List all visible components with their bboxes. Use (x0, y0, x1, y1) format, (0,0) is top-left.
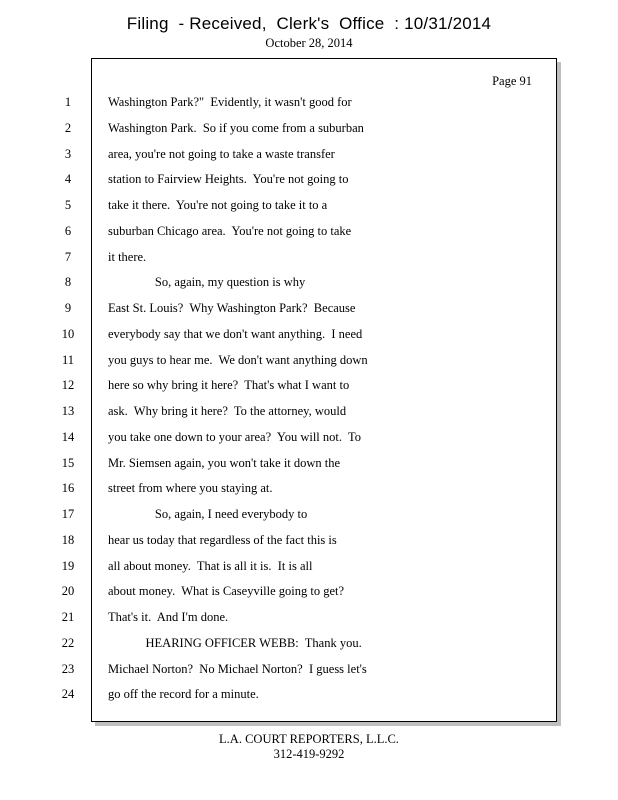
line-number: 22 (61, 636, 75, 650)
line-number: 14 (61, 430, 75, 444)
transcript-line: all about money. That is all it is. It is all (108, 559, 313, 573)
line-number: 2 (64, 121, 72, 135)
line-number: 18 (61, 533, 75, 547)
page-number: Page 91 (492, 74, 532, 88)
transcript-line: you take one down to your area? You will not. To (108, 430, 362, 444)
line-number: 19 (61, 559, 75, 573)
transcript-line: here so why bring it here? That's what I want to (108, 378, 350, 392)
line-number: 24 (61, 687, 75, 701)
line-number: 23 (61, 662, 75, 676)
transcript-line: Washington Park. So if you come from a suburban (108, 121, 364, 135)
transcript-line: HEARING OFFICER WEBB: Thank you. (108, 636, 362, 650)
transcript-line: hear us today that regardless of the fact this is (108, 533, 337, 547)
line-number: 12 (61, 378, 75, 392)
transcript-line: That's it. And I'm done. (108, 610, 229, 624)
footer-company: L.A. COURT REPORTERS, L.L.C. (219, 732, 399, 746)
footer-phone: 312-419-9292 (273, 747, 345, 761)
transcript-line: area, you're not going to take a waste transfer (108, 147, 335, 161)
transcript-line: So, again, my question is why (108, 275, 306, 289)
transcript-line: So, again, I need everybody to (108, 507, 308, 521)
transcript-line: street from where you staying at. (108, 481, 273, 495)
line-number: 20 (61, 584, 75, 598)
line-number: 7 (64, 250, 72, 264)
transcript-line: suburban Chicago area. You're not going to take (108, 224, 352, 238)
line-number: 4 (64, 172, 72, 186)
filing-stamp: Filing - Received, Clerk's Office : 10/31/2014 (126, 14, 492, 33)
line-number: 16 (61, 481, 75, 495)
line-number: 8 (64, 275, 72, 289)
line-number: 9 (64, 301, 72, 315)
line-number: 15 (61, 456, 75, 470)
transcript-line: everybody say that we don't want anything. I need (108, 327, 363, 341)
line-number: 11 (61, 353, 75, 367)
line-number: 3 (64, 147, 72, 161)
transcript-date: October 28, 2014 (265, 36, 353, 50)
line-number: 21 (61, 610, 75, 624)
transcript-line: about money. What is Caseyville going to get? (108, 584, 345, 598)
line-number: 10 (61, 327, 75, 341)
line-number: 17 (61, 507, 75, 521)
line-number: 6 (64, 224, 72, 238)
transcript-line: you guys to hear me. We don't want anything down (108, 353, 368, 367)
transcript-line: station to Fairview Heights. You're not going to (108, 172, 349, 186)
transcript-line: it there. (108, 250, 147, 264)
line-number: 5 (64, 198, 72, 212)
line-number: 13 (61, 404, 75, 418)
transcript-line: Mr. Siemsen again, you won't take it down the (108, 456, 341, 470)
transcript-line: go off the record for a minute. (108, 687, 259, 701)
transcript-line: take it there. You're not going to take it to a (108, 198, 328, 212)
line-number: 1 (64, 95, 72, 109)
transcript-line: East St. Louis? Why Washington Park? Because (108, 301, 356, 315)
transcript-line: ask. Why bring it here? To the attorney, would (108, 404, 347, 418)
transcript-line: Washington Park?" Evidently, it wasn't good for (108, 95, 352, 109)
transcript-line: Michael Norton? No Michael Norton? I guess let's (108, 662, 367, 676)
